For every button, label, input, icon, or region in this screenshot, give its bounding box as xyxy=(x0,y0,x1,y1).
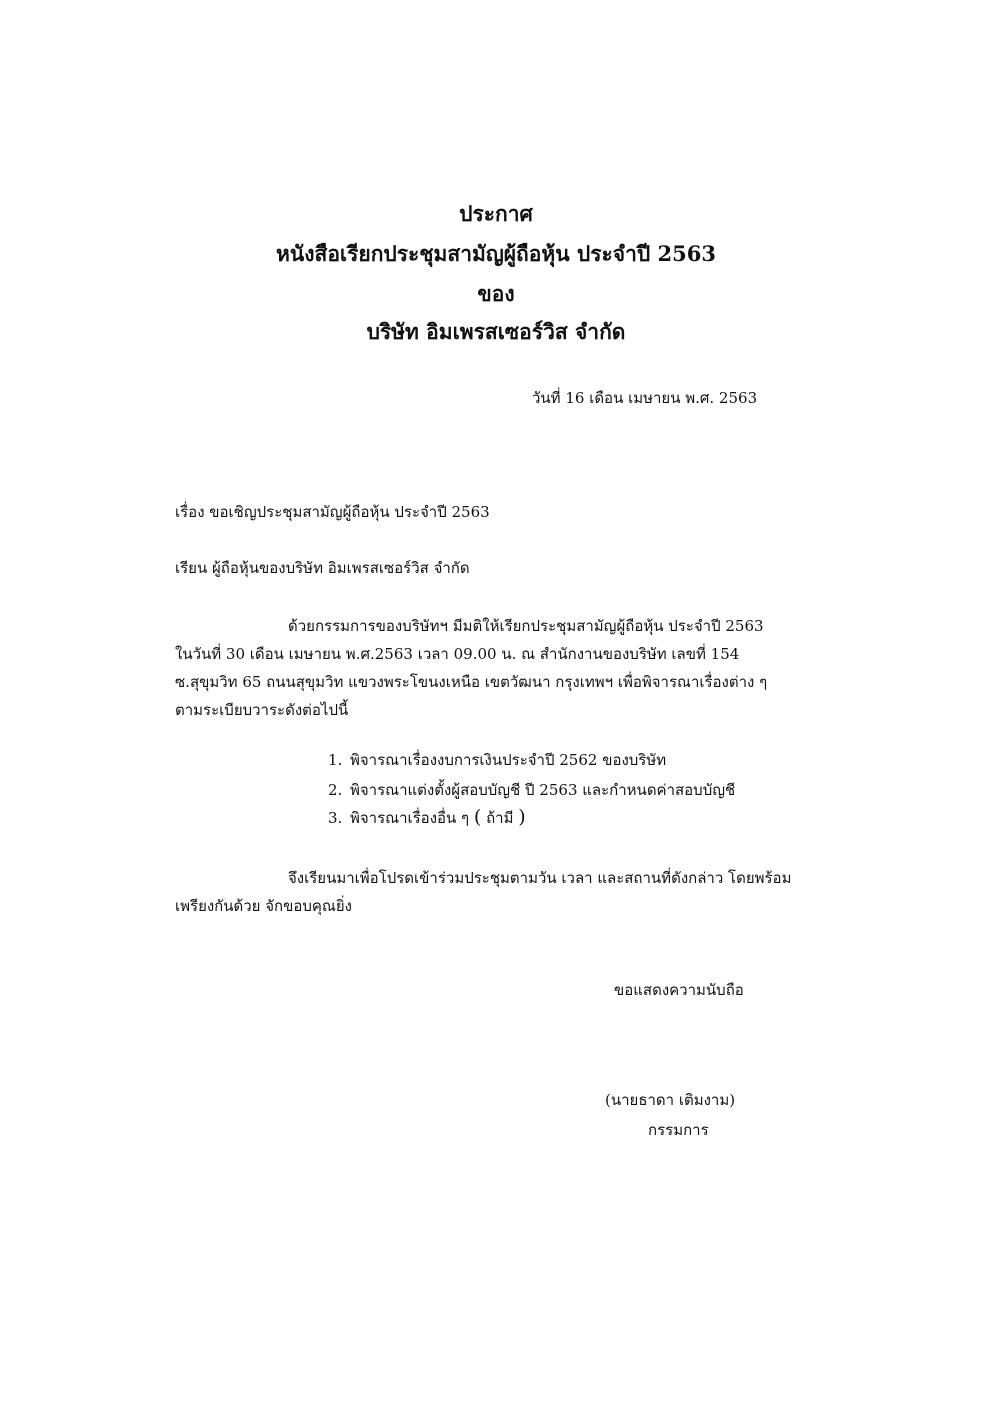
body-line-2: ในวันที่ 30 เดือน เมษายน พ.ศ.2563 เวลา 09.00 น. ณ สำนักงานของบริษัท เลขที่ 154 xyxy=(175,645,740,663)
agenda-text: พิจารณาแต่งตั้งผู้สอบบัญชี ปี 2563 และกำหนดค่าสอบบัญชี xyxy=(350,781,736,799)
agenda-text: พิจารณาเรื่องอื่น ๆ xyxy=(350,809,470,827)
agenda-item-1 xyxy=(328,748,666,772)
closing-line-1: จึงเรียนมาเพื่อโปรดเข้าร่วมประชุมตามวัน เวลา และสถานที่ดังกล่าว โดยพร้อม xyxy=(288,869,792,887)
body-line-3: ซ.สุขุมวิท 65 ถนนสุขุมวิท แขวงพระโขนงเหนือ เขตวัฒนา กรุงเทพฯ เพื่อพิจารณาเรื่องต่าง ๆ xyxy=(175,673,768,691)
agenda-item-3 xyxy=(328,806,526,830)
notice-subtitle: หนังสือเรียกประชุมสามัญผู้ถือหุ้น ประจำปี 2563 xyxy=(276,241,716,266)
agenda-num: 1. xyxy=(328,751,343,769)
notice-of: ของ xyxy=(477,281,515,306)
closing-line-2: เพรียงกันด้วย จักขอบคุณยิ่ง xyxy=(175,897,352,915)
signer-name: (นายธาดา เติมงาม) xyxy=(605,1091,736,1109)
paren-text: ถ้ามี xyxy=(486,809,514,827)
agenda-text: พิจารณาเรื่องงบการเงินประจำปี 2562 ของบริษัท xyxy=(350,751,667,769)
signer-position: กรรมการ xyxy=(648,1121,709,1139)
notice-date: วันที่ 16 เดือน เมษายน พ.ศ. 2563 xyxy=(532,389,758,407)
subject-line: เรื่อง ขอเชิญประชุมสามัญผู้ถือหุ้น ประจำปี 2563 xyxy=(175,503,490,521)
body-line-1: ด้วยกรรมการของบริษัทฯ มีมติให้เรียกประชุมสามัญผู้ถือหุ้น ประจำปี 2563 xyxy=(288,617,764,635)
body-line-4: ตามระเบียบวาระดังต่อไปนี้ xyxy=(175,701,349,719)
paren-close: ) xyxy=(518,806,526,828)
recipient-line: เรียน ผู้ถือหุ้นของบริษัท อิมเพรสเซอร์วิส จำกัด xyxy=(175,559,470,577)
paren-open: ( xyxy=(473,806,482,828)
notice-title: ประกาศ xyxy=(459,201,533,226)
company-name: บริษัท อิมเพรสเซอร์วิส จำกัด xyxy=(366,319,626,344)
regards-text: ขอแสดงความนับถือ xyxy=(614,981,744,999)
agenda-item-2 xyxy=(328,778,735,802)
agenda-num: 2. xyxy=(328,781,343,799)
agenda-num: 3. xyxy=(328,809,343,827)
